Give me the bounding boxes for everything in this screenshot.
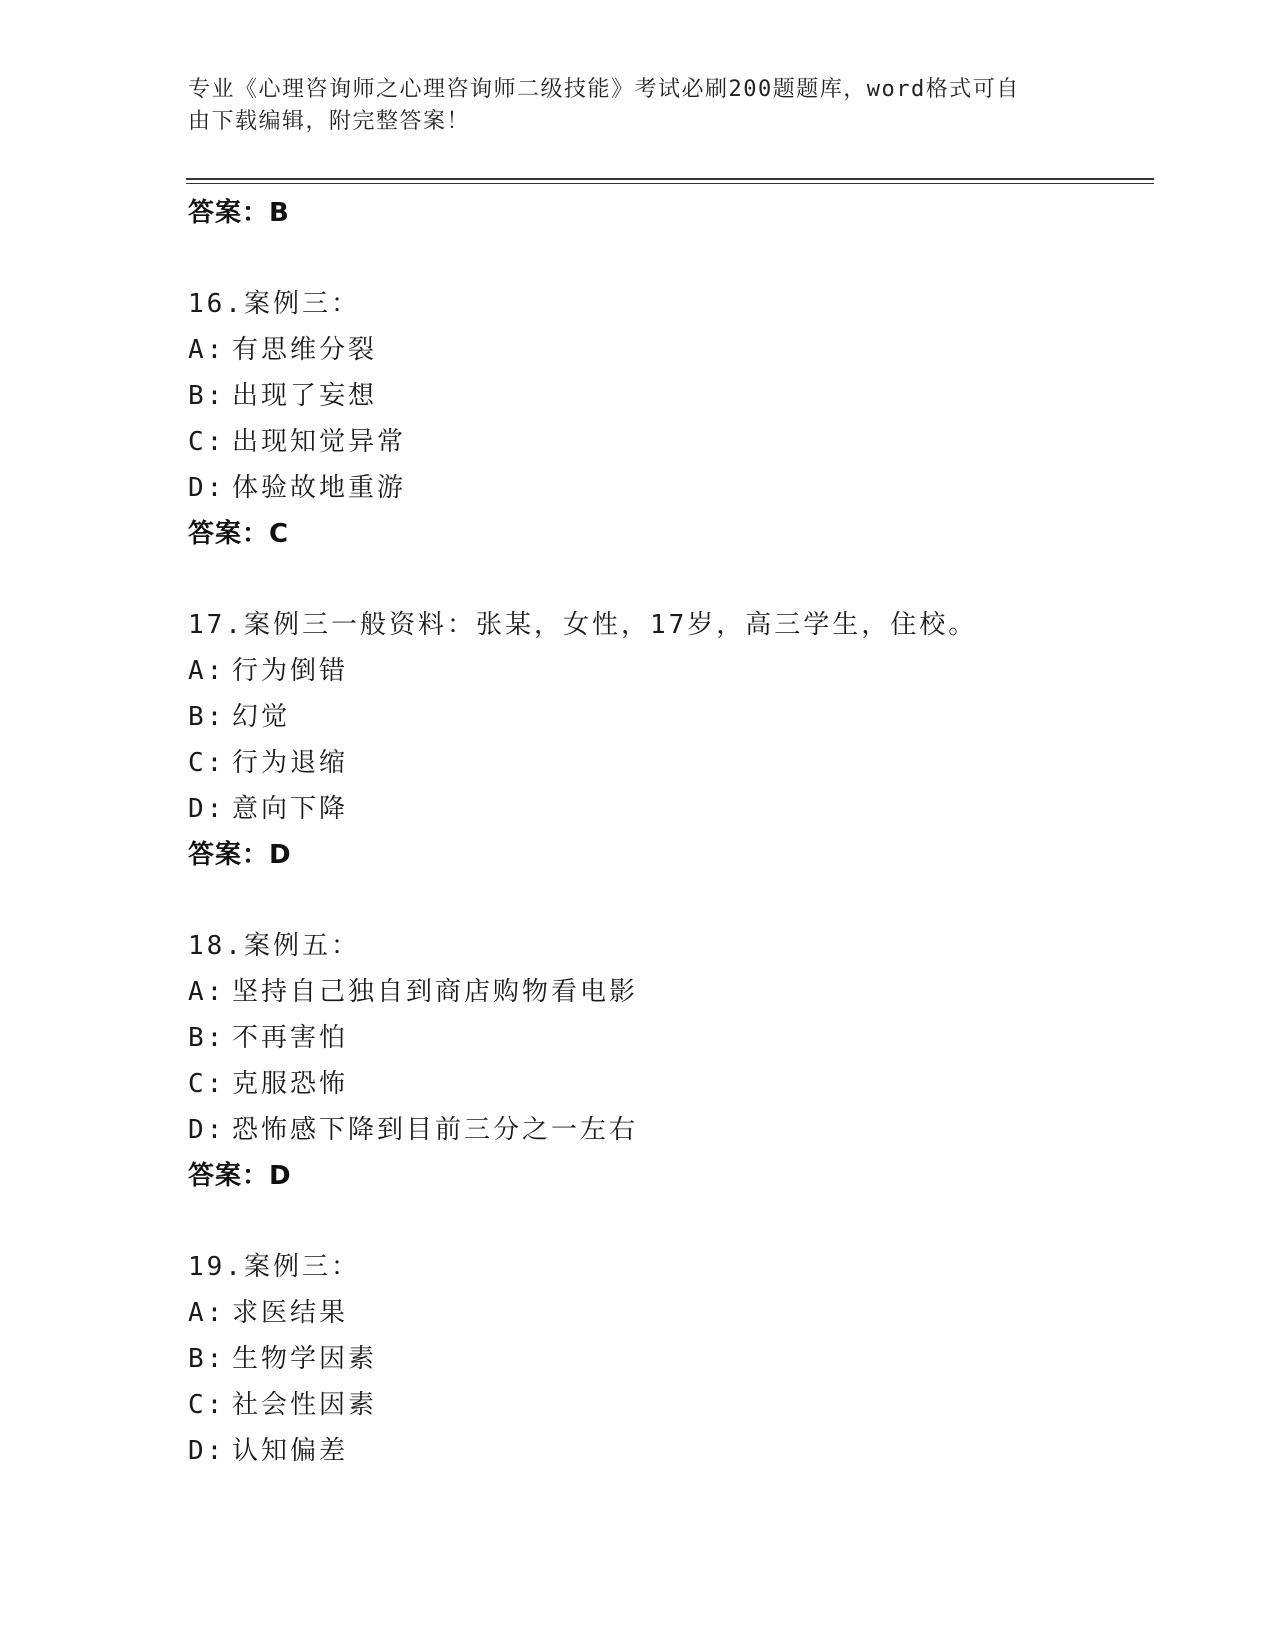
spacer xyxy=(188,1199,1148,1244)
option-letter: D: xyxy=(188,1115,226,1145)
previous-answer: 答案：B xyxy=(188,198,290,228)
question-list xyxy=(188,190,1148,1474)
question-16 xyxy=(188,281,1148,557)
option-text: 意向下降 xyxy=(232,794,349,824)
option-text: 有思维分裂 xyxy=(232,335,378,365)
option-a xyxy=(188,327,1148,373)
option-c xyxy=(188,740,1148,786)
option-d xyxy=(188,465,1148,511)
option-letter: B: xyxy=(188,1023,226,1053)
option-letter: A: xyxy=(188,335,226,365)
option-text: 恐怖感下降到目前三分之一左右 xyxy=(232,1115,639,1145)
option-text: 幻觉 xyxy=(232,702,291,732)
option-letter: D: xyxy=(188,1436,226,1466)
spacer xyxy=(188,878,1148,923)
option-d xyxy=(188,1428,1148,1474)
option-letter: B: xyxy=(188,1344,226,1374)
option-text: 行为倒错 xyxy=(232,656,349,686)
question-17 xyxy=(188,602,1148,878)
option-letter: C: xyxy=(188,1390,226,1420)
spacer xyxy=(188,557,1148,602)
option-b xyxy=(188,373,1148,419)
option-letter: C: xyxy=(188,748,226,778)
option-text: 行为退缩 xyxy=(232,748,349,778)
question-title: 17.案例三一般资料：张某，女性，17岁，高三学生，住校。 xyxy=(188,610,978,640)
option-text: 社会性因素 xyxy=(232,1390,378,1420)
answer-line: 答案：D xyxy=(188,1161,292,1191)
header-line-2: 由下载编辑，附完整答案！ xyxy=(188,109,471,134)
question-title: 19.案例三： xyxy=(188,1252,360,1282)
option-text: 不再害怕 xyxy=(232,1023,349,1053)
option-text: 出现知觉异常 xyxy=(232,427,407,457)
option-text: 求医结果 xyxy=(232,1298,349,1328)
question-title: 18.案例五： xyxy=(188,931,360,961)
option-letter: D: xyxy=(188,794,226,824)
option-b xyxy=(188,694,1148,740)
spacer xyxy=(188,236,1148,281)
answer-line: 答案：D xyxy=(188,840,292,870)
option-b xyxy=(188,1336,1148,1382)
option-a xyxy=(188,969,1148,1015)
option-d xyxy=(188,786,1148,832)
header-rule-thin xyxy=(186,183,1154,184)
option-letter: A: xyxy=(188,656,226,686)
option-c xyxy=(188,419,1148,465)
option-c xyxy=(188,1382,1148,1428)
option-letter: A: xyxy=(188,977,226,1007)
option-text: 体验故地重游 xyxy=(232,473,407,503)
question-18 xyxy=(188,923,1148,1199)
option-b xyxy=(188,1015,1148,1061)
option-letter: B: xyxy=(188,381,226,411)
option-text: 坚持自己独自到商店购物看电影 xyxy=(232,977,639,1007)
option-letter: D: xyxy=(188,473,226,503)
option-a xyxy=(188,1290,1148,1336)
question-title: 16.案例三： xyxy=(188,289,360,319)
header-rule-thick xyxy=(186,178,1154,180)
option-letter: B: xyxy=(188,702,226,732)
option-d xyxy=(188,1107,1148,1153)
option-text: 出现了妄想 xyxy=(232,381,378,411)
option-letter: A: xyxy=(188,1298,226,1328)
header-line-1: 专业《心理咨询师之心理咨询师二级技能》考试必刷200题题库，word格式可自 xyxy=(188,77,1020,102)
document-header xyxy=(188,74,1068,138)
option-text: 生物学因素 xyxy=(232,1344,378,1374)
option-c xyxy=(188,1061,1148,1107)
option-letter: C: xyxy=(188,1069,226,1099)
option-letter: C: xyxy=(188,427,226,457)
option-text: 克服恐怖 xyxy=(232,1069,349,1099)
option-text: 认知偏差 xyxy=(232,1436,349,1466)
option-a xyxy=(188,648,1148,694)
question-19 xyxy=(188,1244,1148,1474)
answer-line: 答案：C xyxy=(188,519,290,549)
